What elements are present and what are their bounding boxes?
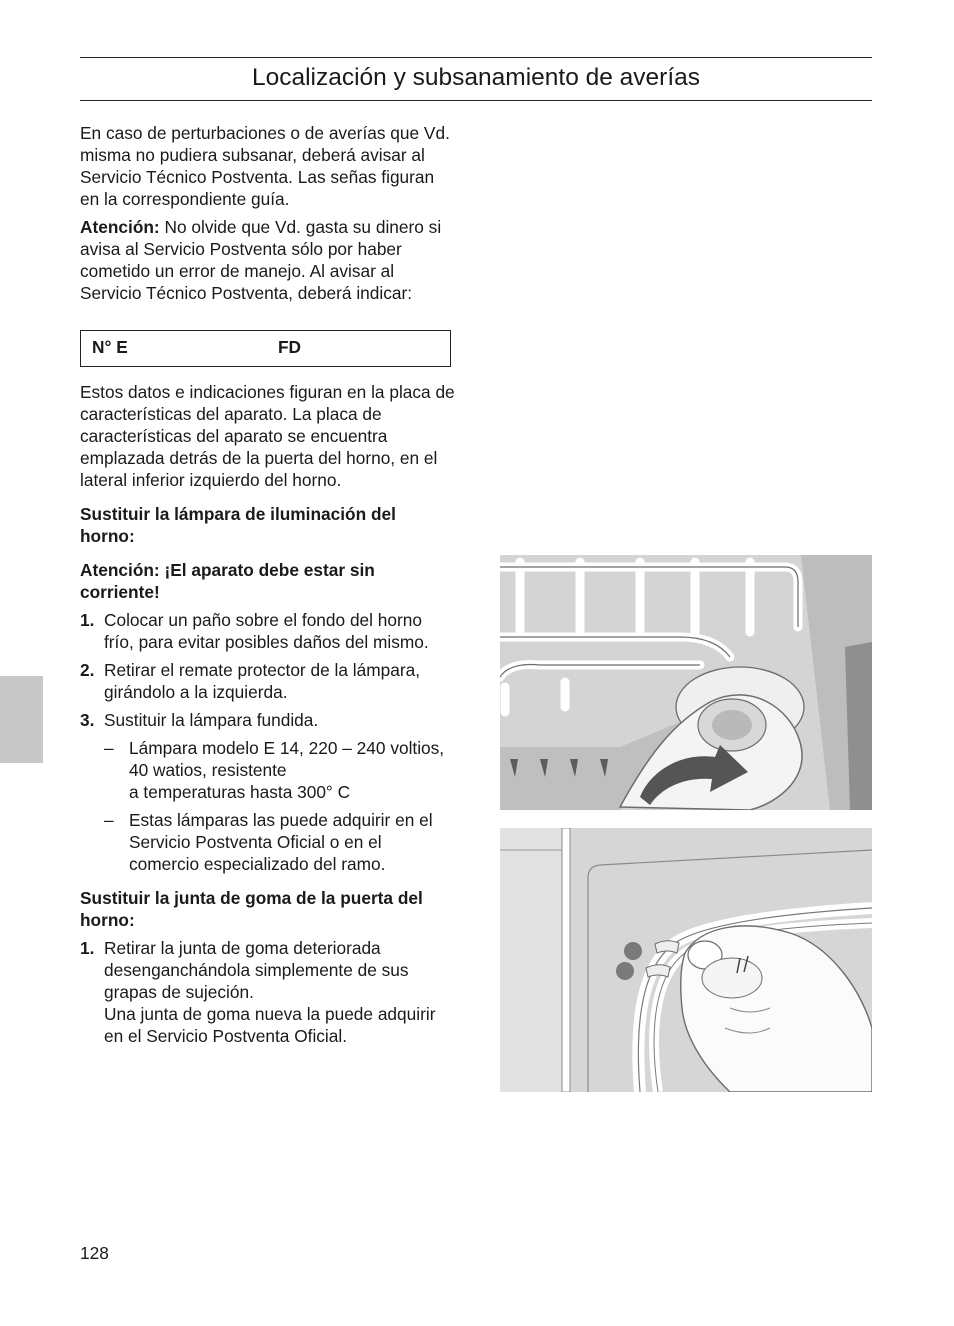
gasket-drawing [500,828,872,1092]
step-number: 1. [80,610,95,630]
lamp-heading: Sustituir la lámpara de iluminación del horno: [80,504,396,546]
step-text: Sustituir la lámpara fundida. [104,710,319,730]
gasket-steps [80,937,455,1047]
gasket-illustration [500,828,872,1092]
list-item [80,709,455,731]
list-item [80,659,455,703]
e-number-label: N° E [92,337,128,357]
attention-label: Atención: [80,217,160,237]
attention-text: No olvide que Vd. gasta su dinero si avisa al Servicio Postventa sólo por haber cometido un error de manejo. Al avisar al Servicio Técnico Postventa, deberá indicar: [80,217,442,303]
list-item [80,809,455,875]
chapter-tab [0,676,43,763]
intro-section [80,122,455,304]
top-rule [80,57,872,58]
step-text: Retirar la junta de goma deteriorada desenganchándola simplemente de sus grapas de sujeción. [104,938,409,1002]
attention-paragraph [80,216,455,304]
title-underline [80,100,872,101]
dash-marker: – [104,810,114,830]
lamp-warning: Atención: ¡El aparato debe estar sin corriente! [80,560,375,602]
page-number: 128 [80,1243,109,1263]
step-text-continued: Una junta de goma nueva la puede adquirir en el Servicio Postventa Oficial. [104,1004,436,1046]
intro-paragraph: En caso de perturbaciones o de averías que Vd. misma no pudiera subsanar, deberá avisar al Servicio Técnico Postventa. Las señas figuran en la correspondiente guía. [80,123,450,209]
lamp-drawing [500,547,872,810]
list-item [80,609,455,653]
lamp-bullets [80,737,455,875]
bullet-text-continued: a temperaturas hasta 300° C [129,782,351,802]
lamp-illustration [500,547,872,810]
step-text: Retirar el remate protector de la lámpara, girándolo a la izquierda. [104,660,420,702]
lamp-steps [80,609,455,731]
dash-marker: – [104,738,114,758]
list-item [80,737,455,803]
list-item [80,937,455,1047]
step-number: 1. [80,938,95,958]
gasket-heading: Sustituir la junta de goma de la puerta del horno: [80,888,423,930]
step-text: Colocar un paño sobre el fondo del horno frío, para evitar posibles daños del mismo. [104,610,429,652]
fd-label: FD [278,337,302,357]
plate-info-paragraph: Estos datos e indicaciones figuran en la placa de características del aparato. La placa de características del aparato se encuentra emplazada detrás de la puerta del horno, en el lateral inferior izquierdo del horno. [80,382,455,490]
bullet-text: Lámpara modelo E 14, 220 – 240 voltios, 40 watios, resistente [129,738,445,780]
page-title: Localización y subsanamiento de averías [251,64,701,91]
bullet-text: Estas lámparas las puede adquirir en el Servicio Postventa Oficial o en el comercio especializado del ramo. [129,810,433,874]
main-column [80,381,455,1047]
identification-box [80,330,451,367]
step-number: 3. [80,710,95,730]
step-number: 2. [80,660,95,680]
